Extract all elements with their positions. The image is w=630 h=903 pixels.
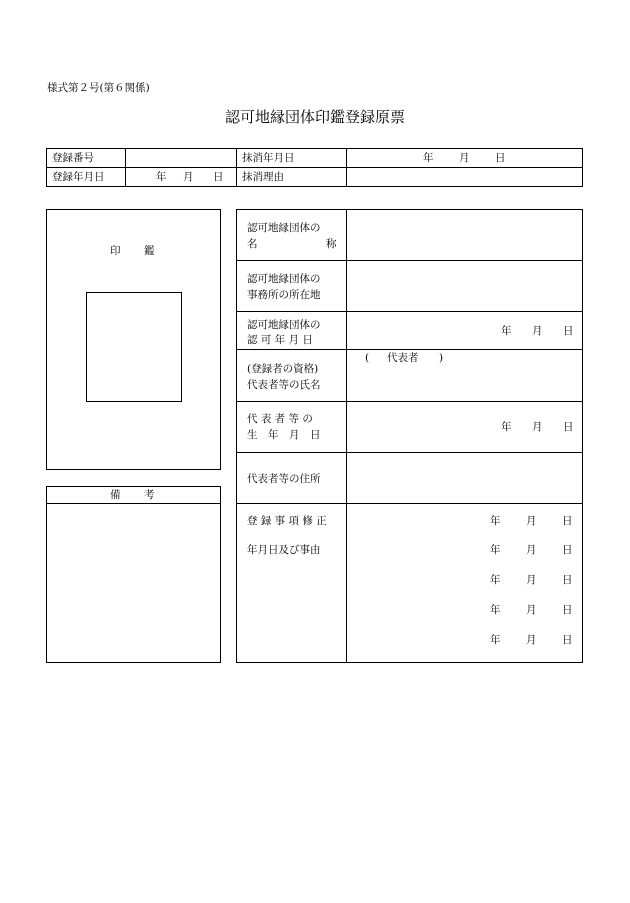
details-row-divider-2 xyxy=(236,311,583,312)
rep-name-field[interactable] xyxy=(347,366,582,400)
approval-label-line1: 認可地縁団体の xyxy=(247,319,321,331)
amend-4-month: 月 xyxy=(526,604,537,616)
seal-label-2: 鑑 xyxy=(144,245,155,257)
cancel-date-label: 抹消年月日 xyxy=(242,152,295,164)
amend-label-line1: 登 録 事 項 修 正 xyxy=(247,515,327,527)
cancel-reason-label: 抹消理由 xyxy=(242,171,284,183)
office-label-line2: 事務所の所在地 xyxy=(247,289,321,301)
rep-paren-close: ) xyxy=(439,352,444,364)
approval-date-day: 日 xyxy=(563,325,574,337)
approval-date-year: 年 xyxy=(501,325,512,337)
address-label: 代表者等の住所 xyxy=(247,473,321,485)
birth-date-month: 月 xyxy=(532,421,543,433)
rep-address-field[interactable] xyxy=(347,453,582,502)
amend-3-day: 日 xyxy=(562,574,573,586)
amend-4-year: 年 xyxy=(490,604,501,616)
rep-paren-open: ( xyxy=(365,352,370,364)
org-name-label-line2b: 称 xyxy=(326,238,337,250)
cancel-date-day: 日 xyxy=(495,152,506,164)
reg-date-label: 登録年月日 xyxy=(52,171,105,183)
rep-label-line1: (登録者の資格) xyxy=(247,363,319,375)
page-title: 認可地縁団体印鑑登録原票 xyxy=(224,108,405,126)
approval-date-month: 月 xyxy=(532,325,543,337)
amend-3-year: 年 xyxy=(490,574,501,586)
amend-2-month: 月 xyxy=(526,544,537,556)
rep-label-line2: 代表者等の氏名 xyxy=(247,379,321,391)
amend-2-year: 年 xyxy=(490,544,501,556)
birth-label-line2: 生 年 月 日 xyxy=(247,429,321,441)
cancel-reason-field[interactable] xyxy=(347,168,582,186)
amend-5-day: 日 xyxy=(562,634,573,646)
org-name-label-line2a: 名 xyxy=(247,238,258,250)
office-label-line1: 認可地縁団体の xyxy=(247,273,321,285)
reg-date-day: 日 xyxy=(213,171,224,183)
org-name-field[interactable] xyxy=(347,210,582,259)
details-row-divider-6 xyxy=(236,503,583,504)
amend-3-month: 月 xyxy=(526,574,537,586)
reg-number-field[interactable] xyxy=(126,149,235,166)
details-row-divider-4 xyxy=(236,401,583,402)
birth-label-line1: 代 表 者 等 の xyxy=(247,413,313,425)
remarks-label-2: 考 xyxy=(144,489,155,501)
remarks-label-1: 備 xyxy=(110,489,121,501)
birth-date-year: 年 xyxy=(501,421,512,433)
rep-title: 代表者 xyxy=(387,352,419,364)
amend-1-day: 日 xyxy=(562,515,573,527)
top-table-col-divider-2 xyxy=(236,148,237,187)
amend-label-line2: 年月日及び事由 xyxy=(247,544,321,556)
org-name-label-line1: 認可地縁団体の xyxy=(247,222,321,234)
form-number: 様式第２号(第６関係) xyxy=(47,82,150,94)
seal-label-1: 印 xyxy=(110,245,121,257)
amend-5-year: 年 xyxy=(490,634,501,646)
office-address-field[interactable] xyxy=(347,261,582,310)
amend-2-day: 日 xyxy=(562,544,573,556)
reg-date-month: 月 xyxy=(183,171,194,183)
amend-1-month: 月 xyxy=(526,515,537,527)
cancel-date-month: 月 xyxy=(459,152,470,164)
birth-date-day: 日 xyxy=(563,421,574,433)
amend-4-day: 日 xyxy=(562,604,573,616)
reg-number-label: 登録番号 xyxy=(52,152,94,164)
seal-impression-area[interactable] xyxy=(86,292,182,402)
approval-label-line2: 認 可 年 月 日 xyxy=(247,334,313,346)
reg-date-year: 年 xyxy=(156,171,167,183)
amend-1-year: 年 xyxy=(490,515,501,527)
amend-5-month: 月 xyxy=(526,634,537,646)
remarks-content-area[interactable] xyxy=(47,504,220,662)
details-row-divider-3 xyxy=(236,349,583,350)
cancel-date-year: 年 xyxy=(423,152,434,164)
